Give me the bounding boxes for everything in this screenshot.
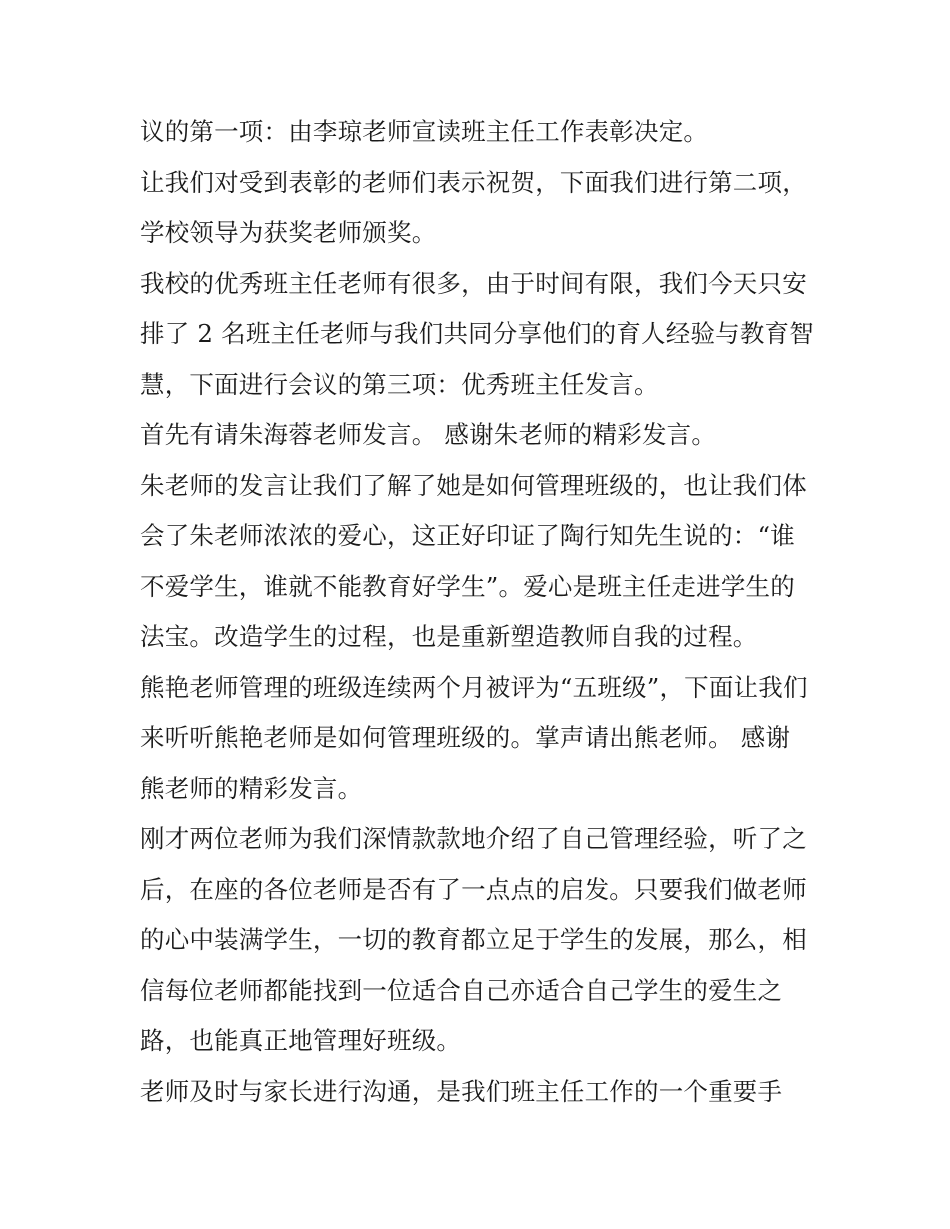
text-line: 慧，下面进行会议的第三项：优秀班主任发言。 (140, 369, 659, 399)
text-line: 刚才两位老师为我们深情款款地介绍了自己管理经验，听了之 (140, 824, 807, 853)
text-line: 的心中装满学生，一切的教育都立足于学生的发展，那么，相 (140, 925, 807, 954)
text-line: 路，也能真正地管理好班级。 (140, 1026, 462, 1055)
text-line: 会了朱老师浓浓的爱心，这正好印证了陶行知先生说的：“谁 (140, 521, 795, 550)
text-line: 法宝。改造学生的过程，也是重新塑造教师自我的过程。 (140, 622, 758, 651)
text-line: 来听听熊艳老师是如何管理班级的。掌声请出熊老师。 感谢 (140, 723, 791, 752)
text-line: 排了 2 名班主任老师与我们共同分享他们的育人经验与教育智 (140, 319, 814, 348)
text-line: 学校领导为获奖老师颁奖。 (140, 218, 437, 247)
text-line: 熊老师的精彩发言。 (140, 773, 363, 803)
text-line: 信每位老师都能找到一位适合自己亦适合自己学生的爱生之 (140, 975, 783, 1005)
text-line: 老师及时与家长进行沟通，是我们班主任工作的一个重要手 (140, 1076, 783, 1106)
text-line: 不爱学生，谁就不能教育好学生”。爱心是班主任走进学生的 (140, 571, 795, 601)
text-line: 我校的优秀班主任老师有很多，由于时间有限，我们今天只安 (140, 268, 807, 298)
text-line: 让我们对受到表彰的老师们表示祝贺，下面我们进行第二项， (140, 167, 807, 197)
text-line: 首先有请朱海蓉老师发言。 感谢朱老师的精彩发言。 (140, 420, 717, 449)
text-line: 议的第一项：由李琼老师宣读班主任工作表彰决定。 (140, 117, 709, 146)
text-line: 熊艳老师管理的班级连续两个月被评为“五班级”，下面让我们 (140, 672, 808, 702)
document-body (140, 107, 820, 1117)
text-line: 后，在座的各位老师是否有了一点点的启发。只要我们做老师 (140, 874, 807, 904)
text-line: 朱老师的发言让我们了解了她是如何管理班级的，也让我们体 (140, 470, 807, 500)
